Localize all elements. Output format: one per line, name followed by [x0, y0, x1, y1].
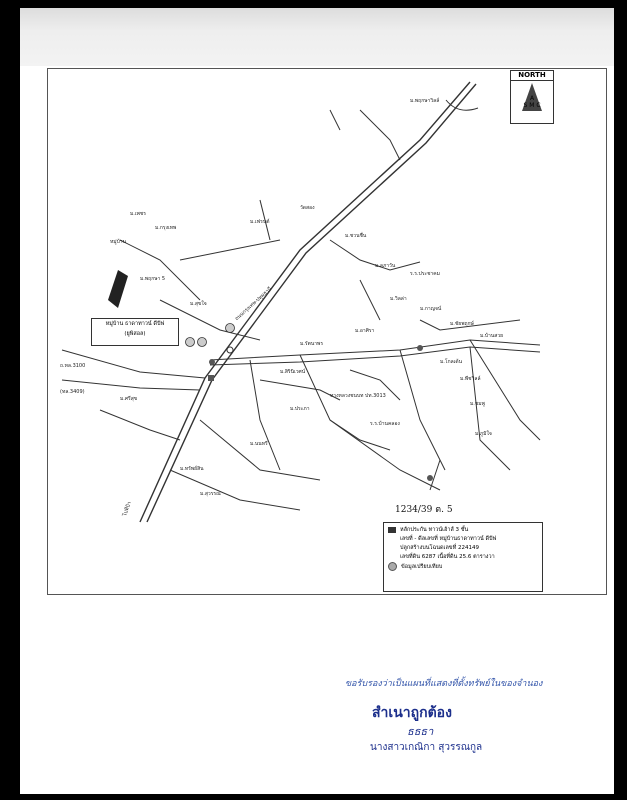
place-label: ม.พีชวิลล์	[460, 376, 481, 382]
north-label: NORTH	[511, 71, 553, 81]
place-label: ม.สิรินิเวศน์	[280, 369, 306, 375]
legend-item-1: หลักประกัน ทาวน์เฮ้าส์ 3 ชั้น	[400, 527, 469, 533]
place-label: ม.ชัยพฤกษ์	[450, 321, 474, 327]
project-location-box	[91, 318, 179, 346]
place-label: ม.พฤกษาวิลล์	[410, 98, 440, 104]
place-label: ม.เฟรนต์	[250, 219, 270, 225]
north-letter-m: M	[529, 102, 535, 109]
place-label: ม.วิลล่า	[390, 296, 407, 302]
north-letter-s: S	[523, 102, 528, 109]
place-label: ม.เพชร	[130, 211, 146, 217]
legend-item-4: เลขที่ดิน 6287 เนื้อที่ดิน 25.6 ตารางวา	[400, 554, 495, 560]
place-label: วัดสอง	[300, 205, 315, 211]
signature: ธธธา	[407, 725, 434, 738]
place-label: ม.อาศิรา	[355, 328, 375, 334]
place-label: ม.สุวรรณ	[200, 491, 221, 497]
place-label: ม.บ้านสวย	[480, 333, 504, 339]
place-label: ม.ทรัพย์สิน	[180, 466, 204, 472]
place-label: ม.ภูมิใจ	[475, 431, 492, 437]
project-name: หมู่บ้าน ธาดาทาวน์ ดีปัฟ	[105, 321, 165, 327]
signer-name: นางสาวเกณิกา สุวรรณกูล	[370, 742, 483, 753]
place-label: ร.ร.ประชาคม	[410, 271, 440, 277]
place-label: ม.โกลเด้น	[440, 359, 463, 365]
project-parcel	[108, 270, 128, 308]
place-label: ม.นนทรี	[250, 441, 268, 447]
main-highway-label: ถนนกรุงเทพ-ปทุมธานี	[234, 285, 274, 323]
certified-copy-title: สำเนาถูกต้อง	[372, 705, 452, 721]
place-label: ม.สุขใจ	[190, 301, 207, 307]
map-legend	[383, 522, 543, 592]
north-letter-c: C	[536, 102, 541, 109]
place-label: ม.พฤกษา 5	[140, 276, 166, 282]
legend-item-3: ปลูกสร้างบนโฉนดเลขที่ 224149	[400, 545, 479, 551]
comparison-marker-3	[226, 324, 235, 333]
place-label: ม.กาญจน์	[420, 306, 442, 312]
road-southwest-label: (ทล.3409)	[60, 389, 85, 395]
road-west-label: ถ.ทล.3100	[60, 363, 86, 369]
legend-item-2: เลขที่ - ดีลเลขที่ หมู่บ้านธาดาทาวน์ ดีปัฟ	[400, 536, 497, 542]
project-subtitle: (ยูพิสอล)	[124, 331, 146, 337]
south-road-label: ไปทีป้า	[122, 500, 133, 518]
place-label: ม.ประภา	[290, 406, 310, 412]
place-label: ม.ชวนชื่น	[345, 233, 367, 239]
comparison-circle-icon	[388, 562, 397, 571]
parcel-swatch-icon	[388, 527, 396, 533]
place-label: ม.ศรีสุข	[120, 396, 138, 402]
certification-line: ขอรับรองว่าเป็นแผนที่แสดงที่ตั้งทรัพย์ในของจำนอง	[345, 679, 543, 689]
place-label: หมู่บ้าน	[110, 239, 126, 245]
place-label: ร.ร.บ้านคลอง	[370, 421, 400, 427]
east-road-label: ทางหลวงชนบท ปท.3013	[330, 393, 386, 399]
place-label: ม.รัตนาพร	[300, 341, 324, 347]
handwritten-number: 1234/39 ต. 5	[395, 505, 453, 515]
place-label: ม.ชมพู	[470, 401, 485, 407]
place-label: ม.ลภาวัน	[375, 263, 396, 269]
north-arrow-box	[510, 70, 554, 124]
comparison-marker-1	[186, 338, 195, 347]
comparison-marker-2	[198, 338, 207, 347]
legend-item-5: ข้อมูลเปรียบเทียบ	[401, 564, 443, 570]
north-letter-a: A	[529, 95, 535, 102]
place-label: ม.กรุงเทพ	[155, 225, 177, 231]
